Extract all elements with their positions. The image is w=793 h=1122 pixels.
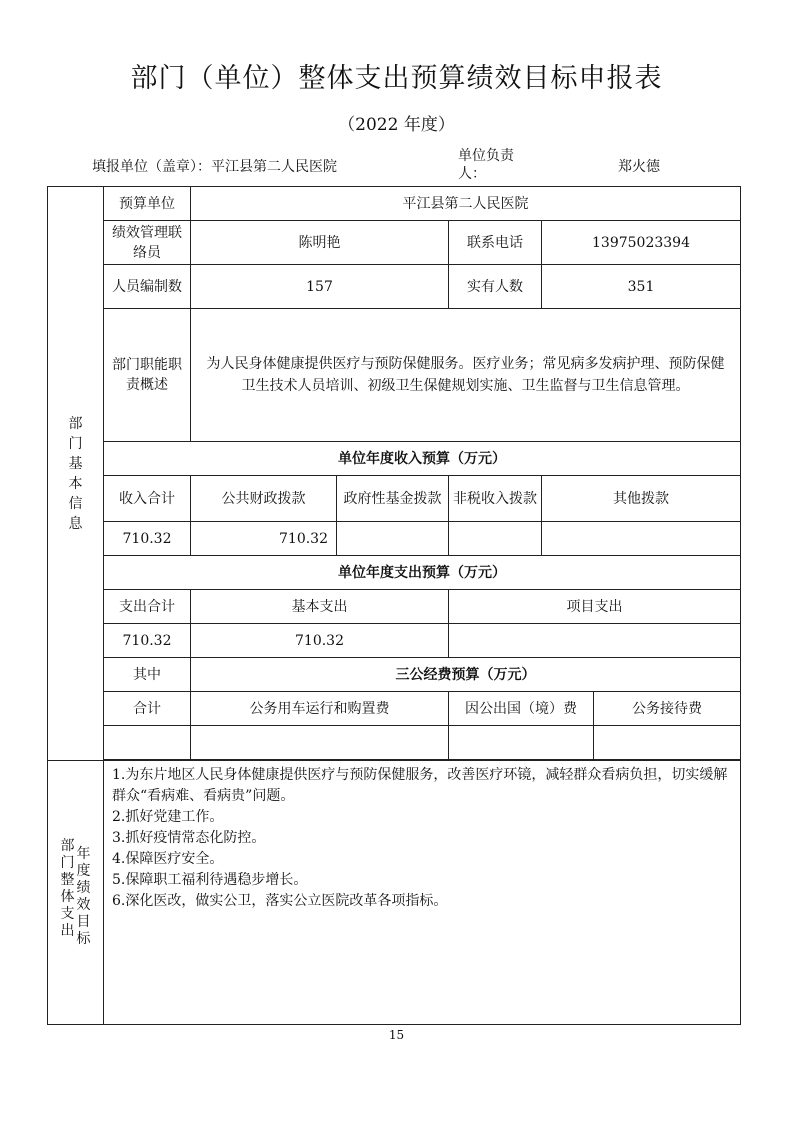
phone-label: 联系电话: [449, 221, 542, 265]
sangong-heading: 三公经费预算（万元）: [191, 658, 741, 692]
goal-item: 3.抓好疫情常态化防控。: [112, 830, 266, 846]
expense-header-total: 支出合计: [104, 590, 191, 624]
basic-info-section-label: 部门基本信息: [48, 187, 104, 761]
duty-text: 为人民身体健康提供医疗与预防保健服务。医疗业务；常见病多发病护理、预防保健卫生技术人员培训、初级卫生保健规划实施、卫生监督与卫生信息管理。: [191, 309, 741, 442]
sangong-header-total: 合计: [104, 692, 191, 726]
expense-value-basic: 710.32: [191, 624, 449, 658]
contact-label: 绩效管理联络员: [104, 221, 191, 265]
expense-value-total: 710.32: [104, 624, 191, 658]
sangong-value-total: [104, 726, 191, 760]
income-heading: 单位年度收入预算（万元）: [104, 442, 741, 476]
goals-label-col-a: 部门整体支出: [60, 837, 75, 939]
year-subtitle: （2022 年度）: [338, 115, 455, 135]
budget-unit-label: 预算单位: [104, 187, 191, 221]
expense-header-project: 项目支出: [449, 590, 741, 624]
goals-content: [104, 761, 741, 1025]
sangong-value-vehicle: [191, 726, 449, 760]
responsible-name: 郑火德: [618, 159, 660, 175]
income-value-other: [542, 522, 741, 556]
budget-unit-value: 平江县第二人民医院: [191, 187, 741, 221]
duty-label: 部门职能职责概述: [104, 309, 191, 442]
income-value-total: 710.32: [104, 522, 191, 556]
staff-quota-value: 157: [191, 265, 449, 309]
page-number: 15: [388, 1028, 405, 1042]
sangong-header-abroad: 因公出国（境）费: [449, 692, 594, 726]
income-header-nontax: 非税收入拨款: [449, 476, 542, 522]
sangong-value-reception: [594, 726, 741, 760]
staff-quota-label: 人员编制数: [104, 265, 191, 309]
sangong-value-abroad: [449, 726, 594, 760]
income-value-public: 710.32: [191, 522, 337, 556]
sangong-header-vehicle: 公务用车运行和购置费: [191, 692, 449, 726]
income-value-nontax: [449, 522, 542, 556]
actual-staff-value: 351: [542, 265, 741, 309]
income-header-total: 收入合计: [104, 476, 191, 522]
income-value-fund: [337, 522, 449, 556]
budget-form-table: [47, 186, 741, 1025]
expense-value-project: [449, 624, 741, 658]
expense-heading: 单位年度支出预算（万元）: [104, 556, 741, 590]
expense-header-basic: 基本支出: [191, 590, 449, 624]
among-label: 其中: [104, 658, 191, 692]
sangong-header-reception: 公务接待费: [594, 692, 741, 726]
goals-label-col-b: 年度绩效目标: [76, 845, 91, 947]
income-header-other: 其他拨款: [542, 476, 741, 522]
phone-value: 13975023394: [542, 221, 741, 265]
income-header-public: 公共财政拨款: [191, 476, 337, 522]
goal-item: 6.深化医改，做实公卫，落实公立医院改革各项指标。: [112, 893, 448, 909]
goal-item: 2.抓好党建工作。: [112, 809, 224, 825]
goals-section-label: [48, 761, 104, 1025]
page-title: 部门（单位）整体支出预算绩效目标申报表: [130, 63, 663, 94]
goal-item: 4.保障医疗安全。: [112, 851, 224, 867]
fill-unit-label: 填报单位（盖章）：平江县第二人民医院: [92, 159, 337, 175]
goal-item: 1.为东片地区人民身体健康提供医疗与预防保健服务，改善医疗环镜，减轻群众看病负担，切实缓解群众“看病难、看病贵”问题。: [112, 767, 728, 804]
actual-staff-label: 实有人数: [449, 265, 542, 309]
goal-item: 5.保障职工福利待遇稳步增长。: [112, 872, 308, 888]
responsible-label: 单位负责人：: [458, 148, 514, 182]
contact-value: 陈明艳: [191, 221, 449, 265]
income-header-fund: 政府性基金拨款: [337, 476, 449, 522]
